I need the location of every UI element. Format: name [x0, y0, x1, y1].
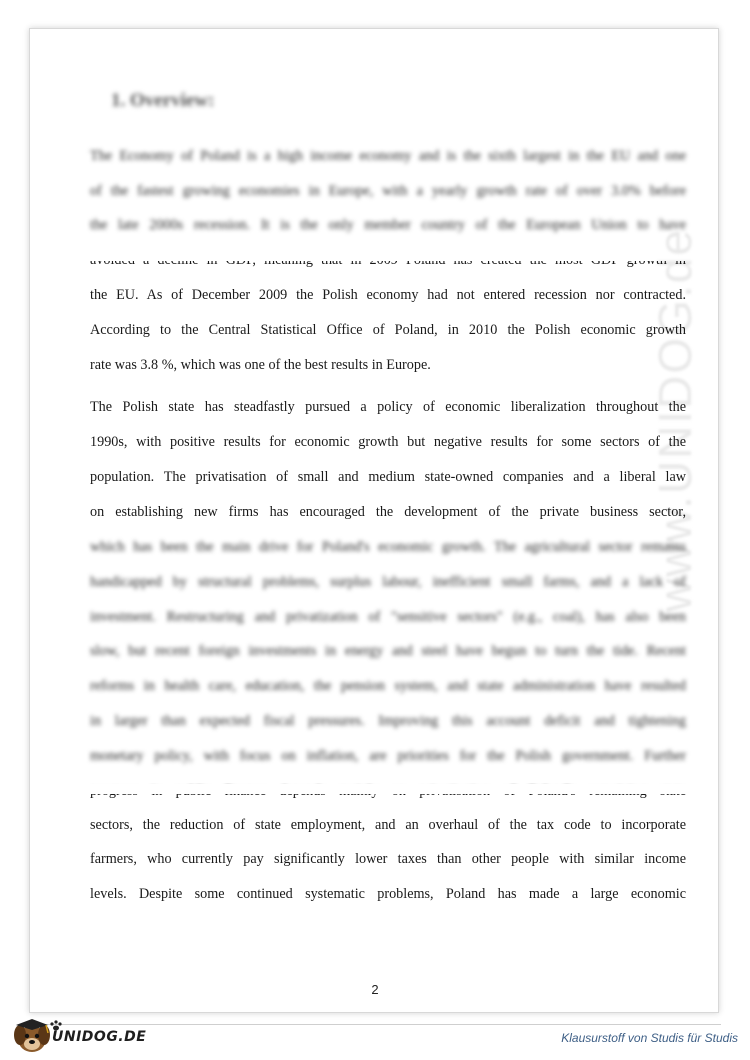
paragraph-line: The Economy of Poland is a high income economy and is the sixth largest in the EU and one	[90, 148, 686, 164]
paragraph-line: which has been the main drive for Poland's economic growth. The agricultural sector remains	[90, 539, 686, 555]
paragraph-line: sectors, the reduction of state employment, and an overhaul of the tax code to incorporate	[90, 817, 686, 833]
paragraph-line: on establishing new firms has encouraged the development of the private business sector,	[90, 504, 686, 520]
paragraph-line: rate was 3.8 %, which was one of the best results in Europe.	[90, 357, 431, 373]
paragraph-line: handicapped by structural problems, surplus labour, inefficient small farms, and a lack of	[90, 574, 686, 590]
paragraph-line: monetary policy, with focus on inflation, are priorities for the Polish government. Further	[90, 748, 686, 764]
paragraph-line: reforms in health care, education, the pension system, and state administration have resulted	[90, 678, 686, 694]
paragraph-line: slow, but recent foreign investments in energy and steel have begun to turn the tide. Recent	[90, 643, 686, 659]
footer-tagline: Klausurstoff von Studis für Studis	[561, 1031, 738, 1045]
logo-wordmark: UNIDOG.DE	[52, 1029, 147, 1045]
paragraph-line: the late 2000s recession. It is the only member country of the European Union to have	[90, 217, 686, 233]
paragraph-line: farmers, who currently pay significantly lower taxes than other people with similar income	[90, 851, 686, 867]
watermark: www.UNIDOG.de	[649, 228, 701, 612]
paragraph-line: levels. Despite some continued systematic problems, Poland has made a large economic	[90, 886, 686, 902]
paragraph-line: investment. Restructuring and privatization of "sensitive sectors" (e.g., coal), has also been	[90, 609, 686, 625]
section-heading: 1. Overview:	[111, 90, 215, 111]
paragraph-line: in larger than expected fiscal pressures. Improving this account deficit and tightening	[90, 713, 686, 729]
paragraph-line: population. The privatisation of small and medium state-owned companies and a liberal law	[90, 469, 686, 485]
paragraph-line: of the fastest growing economies in Europe, with a yearly growth rate of over 3.0% before	[90, 183, 686, 199]
page-number: 2	[371, 982, 379, 997]
paragraph-line: 1990s, with positive results for economic growth but negative results for some sectors of the	[90, 434, 686, 450]
paragraph-line: According to the Central Statistical Office of Poland, in 2010 the Polish economic growth	[90, 322, 686, 338]
paragraph-line: The Polish state has steadfastly pursued a policy of economic liberalization throughout the	[90, 399, 686, 415]
paragraph-line: the EU. As of December 2009 the Polish economy had not entered recession nor contracted.	[90, 287, 686, 303]
